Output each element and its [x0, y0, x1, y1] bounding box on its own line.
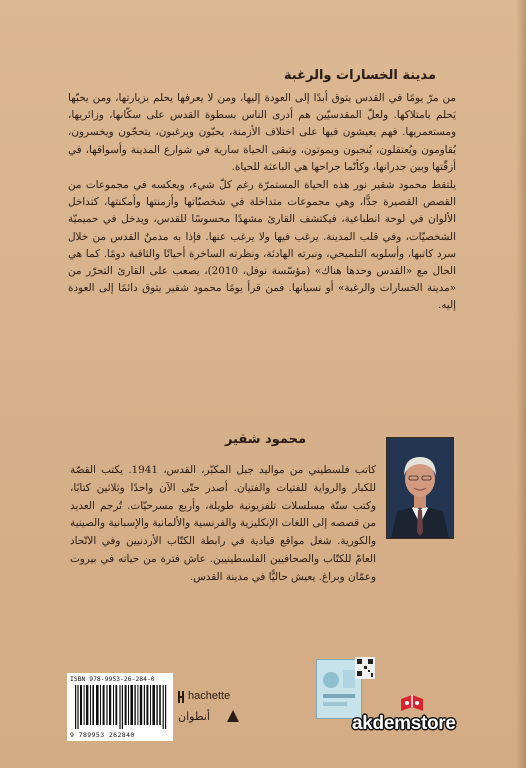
book-title: مدينة الخسارات والرغبة — [283, 68, 436, 83]
store-name: akdemstore — [352, 713, 456, 734]
isbn-label: ISBN 978-9953-26-284-0 — [70, 675, 155, 683]
store-watermark — [352, 693, 518, 737]
author-name: محمود شقير — [224, 432, 306, 447]
book-logo-icon — [399, 693, 425, 713]
blurb-paragraph: يلتقط محمود شقير نور هذه الحياة المستمرّة رغم كلّ شيء، ويعكسه في مجموعات من القصص القصيرة جدًّا، وهي مجموعات متداخلة في شخصيّاتها وأزمنتها وأمكنتها، كتداخل الألوان في لوحة انطباعية، فيكتشف القارئ مشهدًا محسوسًا للقدس، ويدخل في حميميّة الشخصيّات، وفي قلب المدينة. يرغب فيها ولا يرغب عنها. فإذا به مدمنٌ القدس من خلال سرد كاتبها، وأسلوبه التلميحي، ونبرته الهادئة، ونظرته الساخرة أحيانًا والثاقبة دومًا. كما هي الحال مع «القدس وحدها هناك» (مؤسّسة نوفل، 2010)، يصعب على القارئ التحرّر من «مدينة الخسارات والرغبة» أو نسيانها. فمن قرأ يومًا محمود شقير يتوق دائمًا إلى العودة إليه. — [68, 179, 456, 312]
cover-edge-shadow — [516, 0, 526, 768]
barcode-digits: 9 789953 262840 — [70, 731, 135, 739]
barcode-bars — [75, 685, 167, 729]
qr-code-icon — [355, 657, 375, 679]
publisher-name-arabic: أنطوان — [178, 710, 210, 723]
publisher-name-latin: hachette — [188, 690, 231, 702]
blurb-paragraph: من مرّ يومًا في القدس يتوق أبدًا إلى العودة إليها، ومن لا يعرفها يحلم بزيارتها، ومن يحبّها يَحلم بامتلاكها. ولعلّ المقدسيّين هم أدرى الناس بسطوة القدس على سكّانها، وزائريها، ومستعمريها. فهم يعيشون فيها على اختلاف الأزمنة، يحبّون ويرغبون، يتحجّون ويخسرون، يُقاومون ويُعتقلون، يُنجبون ويموتون، وتبقى الحياة سارية في شوارع المدينة وأسواقها، في أزقّتها وبين جدرانها، وكأنّما جراحها هي الباعثة للحياة. — [68, 92, 456, 173]
author-photo — [386, 437, 454, 539]
author-bio: كاتب فلسطيني من مواليد جبل المكبّر، القدس، 1941. يكتب القصّة للكبار والرواية للفتيات والفتيان. أصدر حتّى الآن واحدًا وثلاثين كتابًا، وكتب ستّة مسلسلات تلفزيونية طويلة، وأربع مسرحيّات. تُرجم العديد من قصصه إلى اللغات الإنكليزية والفرنسية والألمانية والإسبانية والصينية والكورية. شغل مواقع قيادية في رابطة الكتّاب الأردنيين وفي الاتّحاد العامّ للكتّاب والصحافيين الفلسطينيين. عاش فترة من حياته في بيروت وعمّان وبراغ. يعيش حاليًّا في مدينة القدس. — [70, 464, 376, 583]
author-portrait-image — [387, 438, 453, 538]
hachette-mark-icon — [178, 691, 188, 703]
antoine-mark-icon — [226, 709, 240, 723]
barcode — [67, 673, 173, 741]
book-blurb — [68, 90, 456, 316]
publisher-logo — [178, 690, 248, 734]
